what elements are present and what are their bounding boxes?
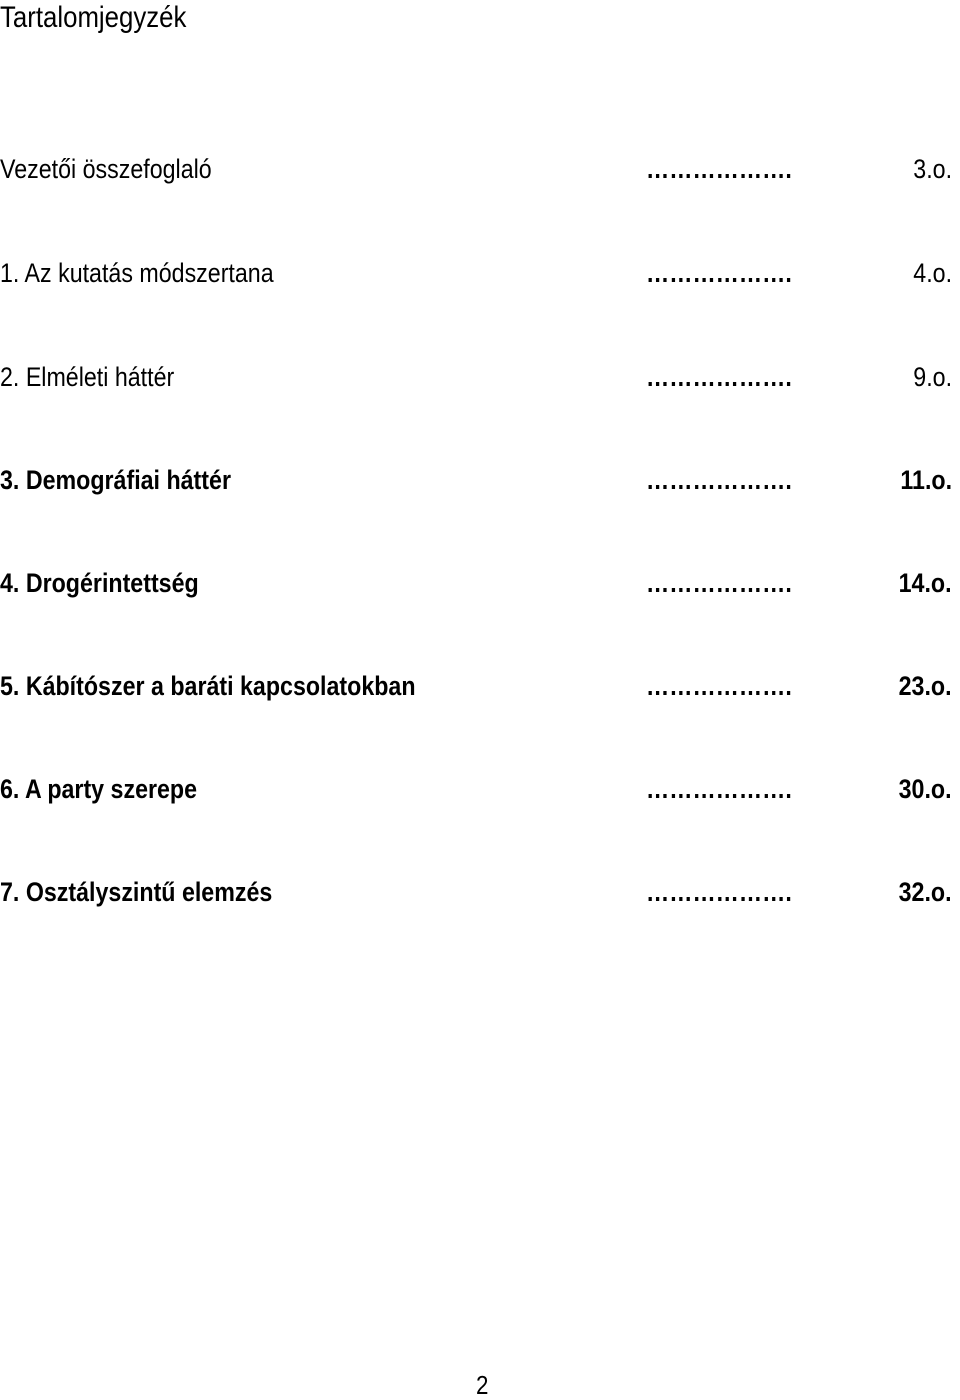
toc-entry-label: Vezetői összefoglaló (0, 154, 212, 184)
toc-entry-label: 7. Osztályszintű elemzés (0, 877, 273, 907)
toc-entry-drug-involvement (0, 566, 960, 600)
toc-entry-page: 3.o. (913, 154, 952, 184)
toc-entry-drugs-in-friendships (0, 669, 960, 703)
toc-entry-leader: ………………. (646, 568, 792, 598)
toc-entry-page: 32.o. (899, 877, 952, 907)
toc-entry-role-of-party (0, 772, 960, 806)
toc-entry-methodology (0, 256, 960, 290)
toc-entry-page: 11.o. (900, 465, 952, 495)
toc-entry-leader: ………………. (646, 154, 792, 184)
toc-entry-label: 6. A party szerepe (0, 774, 198, 804)
toc-entry-leader: ………………. (646, 671, 792, 701)
toc-entry-leader: ………………. (646, 362, 792, 392)
toc-entry-label: 3. Demográfiai háttér (0, 465, 231, 495)
toc-entry-label: 2. Elméleti háttér (0, 362, 175, 392)
toc-entry-theoretical-background (0, 360, 960, 394)
toc-entry-label: 4. Drogérintettség (0, 568, 199, 598)
toc-entry-label: 5. Kábítószer a baráti kapcsolatokban (0, 671, 416, 701)
toc-entry-leader: ………………. (646, 465, 792, 495)
toc-entry-page: 4.o. (913, 258, 952, 288)
page-title: Tartalomjegyzék (0, 1, 187, 34)
toc-entry-leader: ………………. (646, 774, 792, 804)
toc-entry-page: 23.o. (899, 671, 952, 701)
toc-entry-page: 9.o. (913, 362, 952, 392)
toc-entry-page: 30.o. (899, 774, 952, 804)
toc-entry-page: 14.o. (899, 568, 952, 598)
toc-entry-class-level-analysis (0, 875, 960, 909)
toc-entry-leader: ………………. (646, 877, 792, 907)
toc-entry-leader: ………………. (646, 258, 792, 288)
page-number: 2 (476, 1370, 489, 1400)
toc-entry-label: 1. Az kutatás módszertana (0, 258, 274, 288)
toc-entry-demographic-background (0, 463, 960, 497)
toc-entry-executive-summary (0, 152, 960, 186)
